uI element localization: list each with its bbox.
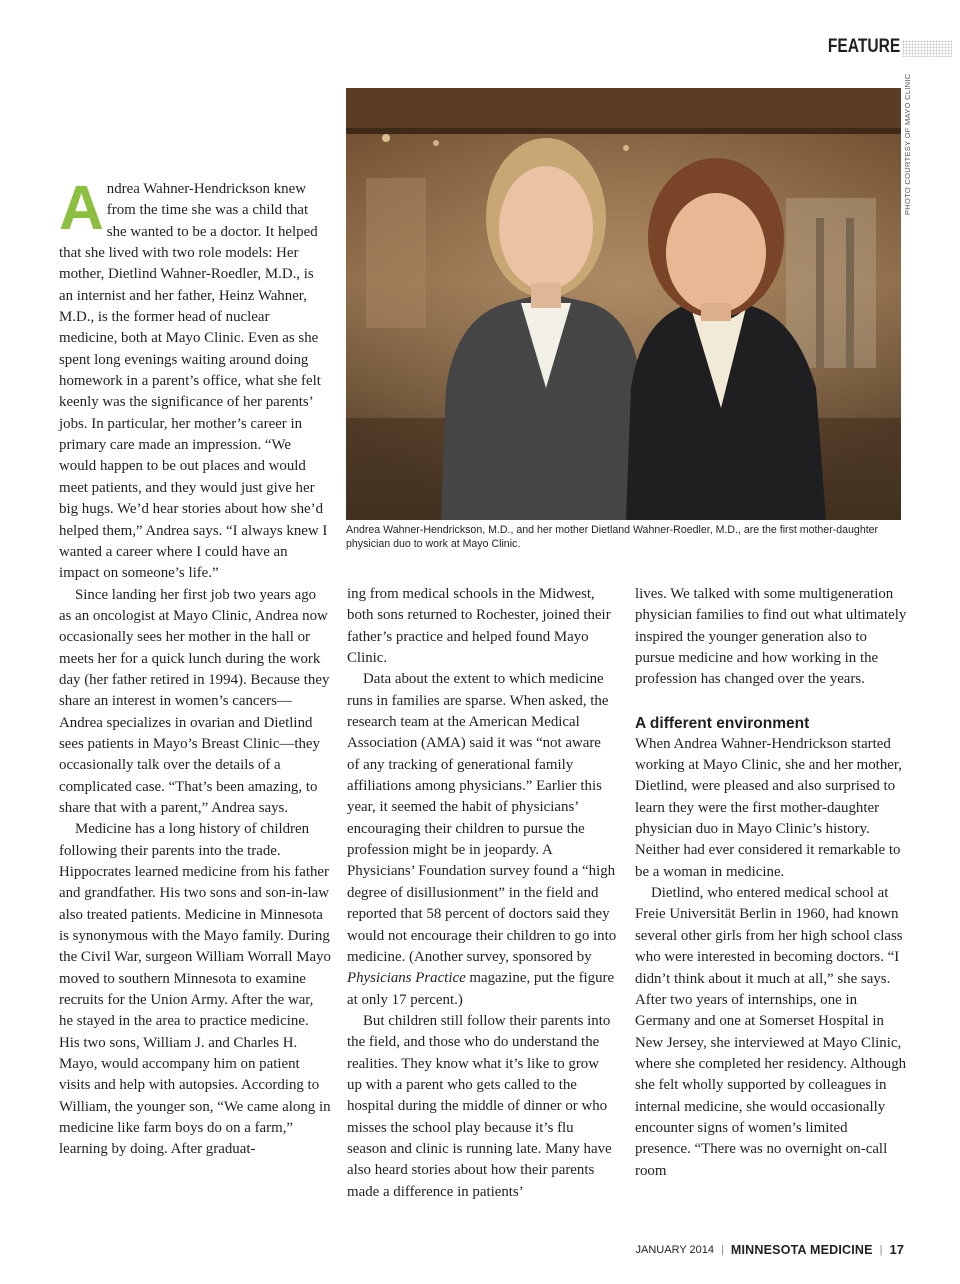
article-column-3 (635, 584, 907, 1182)
page-footer (636, 1242, 904, 1257)
section-subhead: A different environment (635, 714, 810, 732)
section-label: FEATURE (827, 36, 900, 57)
issue-date: JANUARY 2014 (635, 1243, 715, 1256)
footer-divider: | (879, 1243, 883, 1256)
photo-credit: PHOTO COURTESY OF MAYO CLINIC (903, 73, 912, 215)
footer-divider: | (721, 1243, 724, 1256)
magazine-name: MINNESOTA MEDICINE (730, 1242, 873, 1257)
paragraph: Data about the extent to which medicine runs in families are sparse. When asked, the research team at the American Medical Association (AMA) said it was “not aware of any tracking of generational family affiliations among physicians.” Earlier this year, it seemed the habit of physicians’ encouraging their children to pursue the profession might be in jeopardy. A Physicians’ Foundation survey found a “high degree of disillusionment” in the field and reported that 58 percent of doctors said they would not encourage their children to go into medicine. (Another survey, sponsored by Physicians Practice magazine, put the figure at only 17 percent.) (347, 671, 617, 1008)
paragraph: Dietlind, who entered medical school at Freie Universität Berlin in 1960, had known several other girls from her high school class who were interested in becoming doctors. “I didn’t think about it much at all,” she says. After two years of internships, one in Germany and one at Somerset Hospital in New Jersey, she interviewed at Mayo Clinic, where she completed her residency. Although she felt wholly supported by colleagues in internal medicine, she would occasionally encounter signs of women’s limited presence. “There was no overnight on-call room (635, 885, 907, 1179)
header-dot-pattern (902, 40, 952, 57)
article-photo (346, 88, 901, 520)
publication-title: Physicians Practice (347, 970, 466, 987)
paragraph: Since landing her first job two years ago as an oncologist at Mayo Clinic, Andrea now occasionally sees her mother in the hall or meets her for a quick lunch during the work day (her father retired in 1994). Because they share an interest in women’s cancers—Andrea specializes in ovarian and Dietlind sees patients in Mayo’s Breast Clinic—they occasionally talk over the details of a complicated case. “That’s been amazing, to share that with a parent,” Andrea says. (59, 586, 330, 816)
paragraph: lives. We talked with some multigeneration physician families to find out what ultimately inspired the younger generation also to pursue medicine and how working in the profession has changed over the years. (635, 586, 907, 688)
page-number: 17 (889, 1242, 904, 1257)
paragraph: But children still follow their parents into the field, and those who do understand the realities. They know what it’s like to grow up with a parent who gets called to the hospital during the middle of dinner or who misses the school play because it’s flu season and clinic is running late. Many have also heard stories about how their parents made a difference in patients’ (347, 1012, 612, 1200)
article-column-2 (347, 584, 617, 1203)
photo-caption: Andrea Wahner-Hendrickson, M.D., and her mother Dietland Wahner-Roedler, M.D., are the first mother-daughter physician duo to work at Mayo Clinic. (346, 524, 879, 550)
paragraph: ing from medical schools in the Midwest, both sons returned to Rochester, joined their father’s practice and helped found Mayo Clinic. (347, 586, 611, 667)
paragraph: Andrea Wahner-Hendrickson knew from the time she was a child that she wanted to be a doctor. It helped that she lived with two role models: Her mother, Dietlind Wahner-Roedler, M.D., is an internist and her father, Heinz Wahner, M.D., is the former head of nuclear medicine, both at Mayo Clinic. Even as she spent long evenings waiting around doing homework in a parent’s office, what she felt keenly was the significance of her parents’ jobs. In particular, her mother’s career in primary care made an impression. “We would happen to be out places and would meet patients, and they would just give her big hugs. We’d hear stories about how she’d helped them,” Andrea says. “I always knew I wanted a career where I could have an impact on someone’s life.” (59, 174, 328, 582)
article-column-1 (59, 174, 331, 1161)
paragraph: Medicine has a long history of children following their parents into the trade. Hippocrates learned medicine from his father and grandfather. His two sons and son-in-law also treated patients. Medicine in Minnesota is synonymous with the Mayo family. During the Civil War, surgeon William Worrall Mayo moved to southern Minnesota to examine recruits for the Union Army. After the war, he stayed in the area to practice medicine. His two sons, William J. and Charles H. Mayo, would accompany him on patient visits and help with autopsies. According to William, the younger son, “We came along in medicine like farm boys do on a farm,” learning by doing. After graduat- (59, 821, 331, 1158)
paragraph: When Andrea Wahner-Hendrickson started working at Mayo Clinic, she and her mother, Dietlind, were pleased and also surprised to learn they were the first mother-daughter physician duo in Mayo Clinic’s history. Neither had ever considered it remarkable to be a woman in medicine. (635, 735, 902, 880)
drop-cap: A (59, 174, 104, 243)
